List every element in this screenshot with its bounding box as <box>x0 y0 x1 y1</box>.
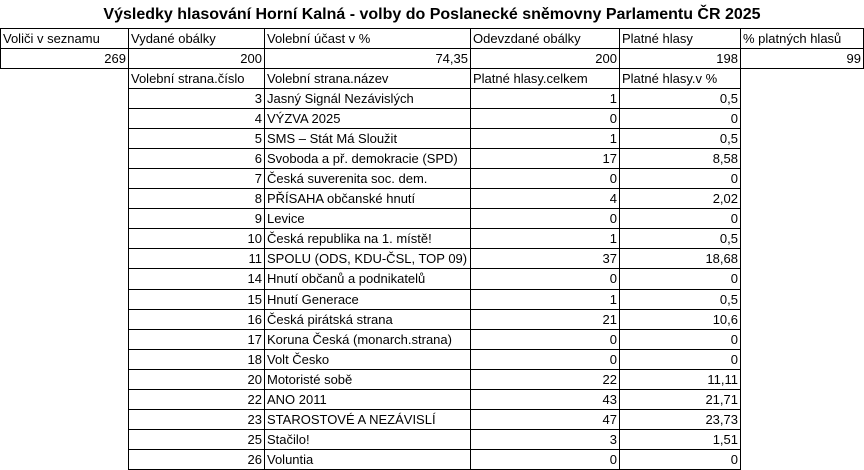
party-table-header: Volební strana.název <box>264 68 471 89</box>
party-votes: 1 <box>470 228 620 249</box>
party-number: 20 <box>128 369 265 390</box>
summary-header: Odevzdané obálky <box>470 28 620 49</box>
party-votes: 1 <box>470 128 620 149</box>
party-votes: 17 <box>470 148 620 169</box>
summary-value: 99 <box>740 48 864 69</box>
party-votes: 0 <box>470 108 620 129</box>
party-votes: 43 <box>470 389 620 410</box>
party-number: 3 <box>128 88 265 109</box>
party-percent: 21,71 <box>619 389 741 410</box>
party-number: 26 <box>128 449 265 470</box>
party-votes: 22 <box>470 369 620 390</box>
summary-value: 74,35 <box>264 48 471 69</box>
party-name: SMS – Stát Má Sloužit <box>264 128 471 149</box>
party-votes: 21 <box>470 309 620 330</box>
party-number: 6 <box>128 148 265 169</box>
party-votes: 0 <box>470 268 620 290</box>
party-votes: 47 <box>470 409 620 430</box>
party-name: Česká pirátská strana <box>264 309 471 330</box>
party-number: 16 <box>128 309 265 330</box>
party-percent: 0,5 <box>619 228 741 249</box>
party-number: 18 <box>128 349 265 370</box>
party-name: VÝZVA 2025 <box>264 108 471 129</box>
party-name: Volt Česko <box>264 349 471 370</box>
party-name: Svoboda a př. demokracie (SPD) <box>264 148 471 169</box>
party-number: 11 <box>128 248 265 269</box>
party-votes: 3 <box>470 429 620 450</box>
party-name: Stačilo! <box>264 429 471 450</box>
party-votes: 0 <box>470 208 620 229</box>
party-name: Jasný Signál Nezávislých <box>264 88 471 109</box>
party-votes: 0 <box>470 329 620 350</box>
party-table-header: Platné hlasy.celkem <box>470 68 620 89</box>
sheet-title: Výsledky hlasování Horní Kalná - volby do Poslanecké sněmovny Parlamentu ČR 2025 <box>103 6 761 23</box>
party-number: 25 <box>128 429 265 450</box>
party-votes: 1 <box>470 88 620 109</box>
party-votes: 0 <box>470 168 620 189</box>
party-number: 10 <box>128 228 265 249</box>
party-percent: 11,11 <box>619 369 741 390</box>
summary-header: % platných hlasů <box>740 28 864 49</box>
summary-value: 198 <box>619 48 741 69</box>
party-percent: 23,73 <box>619 409 741 430</box>
party-table-header: Platné hlasy.v % <box>619 68 741 89</box>
party-number: 4 <box>128 108 265 129</box>
party-name: Koruna Česká (monarch.strana) <box>264 329 471 350</box>
party-name: Česká suverenita soc. dem. <box>264 168 471 189</box>
party-name: Voluntia <box>264 449 471 470</box>
party-percent: 1,51 <box>619 429 741 450</box>
party-number: 23 <box>128 409 265 430</box>
party-number: 22 <box>128 389 265 410</box>
party-number: 17 <box>128 329 265 350</box>
party-votes: 0 <box>470 349 620 370</box>
party-percent: 0,5 <box>619 289 741 310</box>
summary-value: 200 <box>128 48 265 69</box>
summary-header: Vydané obálky <box>128 28 265 49</box>
party-votes: 4 <box>470 188 620 209</box>
party-percent: 0 <box>619 329 741 350</box>
party-percent: 18,68 <box>619 248 741 269</box>
party-percent: 0 <box>619 268 741 290</box>
summary-header: Volební účast v % <box>264 28 471 49</box>
party-name: ANO 2011 <box>264 389 471 410</box>
party-votes: 37 <box>470 248 620 269</box>
party-name: Česká republika na 1. místě! <box>264 228 471 249</box>
party-name: Hnutí Generace <box>264 289 471 310</box>
party-percent: 0,5 <box>619 128 741 149</box>
party-percent: 10,6 <box>619 309 741 330</box>
party-number: 15 <box>128 289 265 310</box>
party-percent: 8,58 <box>619 148 741 169</box>
party-name: SPOLU (ODS, KDU-ČSL, TOP 09) <box>264 248 471 269</box>
party-number: 5 <box>128 128 265 149</box>
party-number: 8 <box>128 188 265 209</box>
party-percent: 0,5 <box>619 88 741 109</box>
party-number: 14 <box>128 268 265 290</box>
party-name: Hnutí občanů a podnikatelů <box>264 268 471 290</box>
party-name: PŘÍSAHA občanské hnutí <box>264 188 471 209</box>
summary-header: Voliči v seznamu <box>0 28 129 49</box>
party-votes: 1 <box>470 289 620 310</box>
party-number: 9 <box>128 208 265 229</box>
party-percent: 0 <box>619 349 741 370</box>
party-percent: 2,02 <box>619 188 741 209</box>
party-name: Motoristé sobě <box>264 369 471 390</box>
party-votes: 0 <box>470 449 620 470</box>
party-percent: 0 <box>619 108 741 129</box>
summary-value: 269 <box>0 48 129 69</box>
party-name: STAROSTOVÉ A NEZÁVISLÍ <box>264 409 471 430</box>
party-number: 7 <box>128 168 265 189</box>
summary-value: 200 <box>470 48 620 69</box>
party-name: Levice <box>264 208 471 229</box>
party-table-header: Volební strana.číslo <box>128 68 265 89</box>
party-percent: 0 <box>619 208 741 229</box>
party-percent: 0 <box>619 449 741 470</box>
party-percent: 0 <box>619 168 741 189</box>
summary-header: Platné hlasy <box>619 28 741 49</box>
